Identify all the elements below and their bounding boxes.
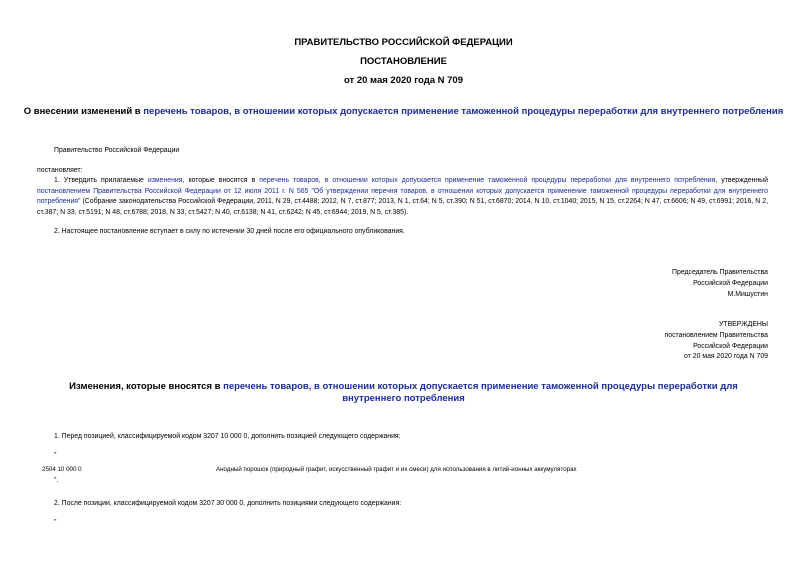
quote-open-1: " — [54, 452, 57, 459]
list-link[interactable]: перечень товаров, в отношении которых допускается применение таможенной процедуры переработки для внутреннего потребления — [259, 177, 716, 184]
approved-line-1: УТВЕРЖДЕНЫ — [719, 321, 768, 328]
signature-block — [468, 268, 768, 300]
quote-close-1: ". — [54, 477, 59, 484]
p1-text-1: 1. Утвердить прилагаемые — [54, 177, 148, 184]
changes-title-prefix: Изменения, которые вносятся в — [69, 381, 224, 392]
changes-title-link[interactable]: перечень товаров, в отношении которых допускается применение таможенной процедуры переработки для внутреннего потребления — [223, 381, 738, 404]
paragraph-1 — [37, 176, 768, 218]
issuer-text: Правительство Российской Федерации — [54, 147, 180, 154]
title-list-link[interactable]: перечень товаров, в отношении которых допускается применение таможенной процедуры переработки для внутреннего потребления — [143, 106, 784, 117]
government-heading: ПРАВИТЕЛЬСТВО РОССИЙСКОЙ ФЕДЕРАЦИИ — [294, 37, 513, 48]
approved-line-2: постановлением Правительства — [664, 331, 768, 339]
document-title — [0, 106, 807, 117]
p1-text-2: , которые вносятся в — [182, 177, 260, 184]
p1-text-3: , утвержденный — [715, 177, 768, 184]
approved-block — [468, 320, 768, 363]
p1-text-4: (Собрание законодательства Российской Федерации, 2011, N 29, ст.4488; 2012, N 7, ст.877; 2013, N 1, ст.64; N 5, ст.390; N 51, ст.6870; 2014, N 10, ст.1040; 2015, N 15, ст.2264; N 47, ст.6606; N 49, ст.6991; 2016, N 2, ст.387; N 33, ст.5191; N 48, ст.6788; 2018, N 33, ст.5427; N 40, ст.6138; N 41, ст.6242; N 45, ст.6944; 2019, N 5, ст.385). — [37, 198, 768, 216]
change-item-1: 1. Перед позицией, классифицируемой кодом 3207 10 000 0, дополнить позицией следующего содержания: — [54, 433, 401, 440]
table-row-code: 2504 10 000 0 — [42, 466, 82, 473]
signature-line-1: Председатель Правительства — [672, 269, 768, 276]
document-date-number: от 20 мая 2020 года N 709 — [343, 75, 464, 86]
signature-line-2: Российской Федерации — [693, 279, 768, 287]
signature-line-3: М.Мишустин — [727, 290, 768, 298]
quote-open-2: " — [54, 519, 57, 526]
paragraph-2: 2. Настоящее постановление вступает в силу по истечении 30 дней после его официального опубликования. — [54, 228, 405, 235]
title-prefix: О внесении изменений в — [23, 106, 144, 117]
approved-line-4: от 20 мая 2020 года N 709 — [684, 353, 768, 361]
change-item-2: 2. После позиции, классифицируемой кодом 3207 30 000 0, дополнить позициями следующего содержания: — [54, 500, 402, 507]
resolution-565-link[interactable]: постановлением Правительства Российской Федерации от 12 июля 2011 г. N 565 "Об утверждении перечня товаров, в отношении которых допускается применение таможенной процедуры переработки для внутреннего потребления" — [37, 187, 768, 206]
decrees-text: постановляет: — [37, 167, 83, 174]
approved-line-3: Российской Федерации — [693, 342, 768, 350]
changes-title — [60, 381, 747, 404]
document-type: ПОСТАНОВЛЕНИЕ — [360, 56, 447, 67]
table-row-description: Анодный порошок (природный графит, искусственный графит и их смеси) для использования в литий-ионных аккумуляторах — [216, 466, 577, 473]
changes-link[interactable]: изменения — [147, 177, 183, 184]
